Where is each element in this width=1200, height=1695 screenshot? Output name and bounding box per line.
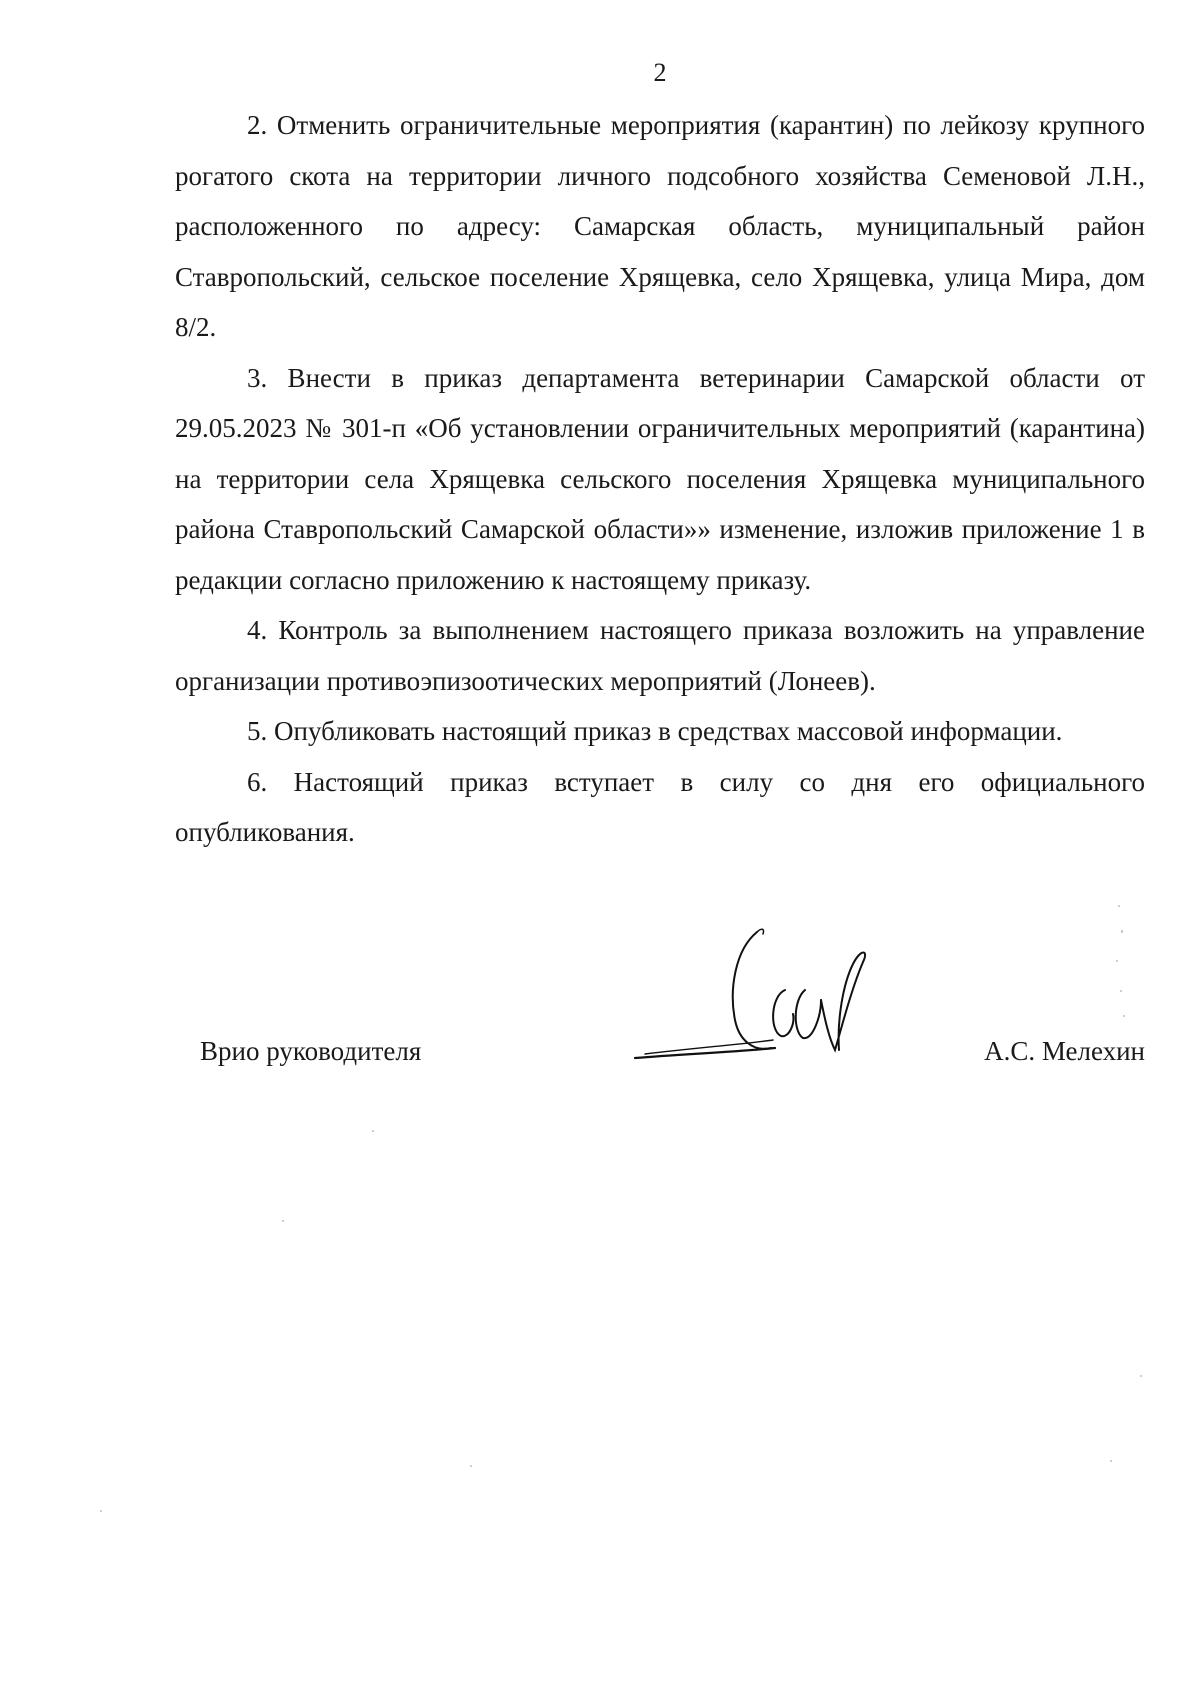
scan-speckle	[1140, 1375, 1142, 1377]
paragraph-item-2: 2. Отменить ограничительные мероприятия (карантин) по лейкозу крупного рогатого скота на территории личного подсобного хозяйства Семеновой Л.Н., расположенного по адресу: Самарская область, муниципальный район Ставропольский, сельское поселение Хрящевка, село Хрящевка, улица Мира, дом 8/2.	[175, 110, 1145, 342]
signature-block	[0, 900, 1200, 1100]
page-number: 2	[653, 58, 667, 87]
paragraph-item-3: 3. Внести в приказ департамента ветеринарии Самарской области от 29.05.2023 № 301-п «Об установлении ограничительных мероприятий (карантина) на территории села Хрящевка сельского поселения Хрящевка муниципального района Ставропольский Самарской области»» изменение, изложив приложение 1 в редакции согласно приложению к настоящему приказу.	[175, 362, 1145, 595]
scan-speckle	[470, 1465, 472, 1467]
scan-speckle	[1116, 960, 1118, 962]
scan-speckle	[1120, 990, 1122, 992]
scan-speckle	[100, 1510, 102, 1512]
paragraph-item-4: 4. Контроль за выполнением настоящего приказа возложить на управление организации противоэпизоотических мероприятий (Лонеев).	[175, 615, 1145, 696]
paragraph-item-5: 5. Опубликовать настоящий приказ в средствах массовой информации.	[247, 716, 1063, 746]
scan-speckle	[282, 1220, 284, 1222]
handwritten-signature-icon	[625, 920, 875, 1070]
scan-speckle	[1123, 1015, 1125, 1017]
scan-speckle	[372, 1130, 374, 1132]
scan-speckle	[1110, 1460, 1112, 1462]
paragraph-item-6: 6. Настоящий приказ вступает в силу со дня его официального опубликования.	[175, 766, 1145, 847]
signatory-name: А.С. Мелехин	[984, 1036, 1145, 1066]
scan-speckle	[1118, 905, 1120, 907]
signatory-position: Врио руководителя	[200, 1036, 422, 1066]
document-body	[175, 100, 1145, 858]
scan-speckle	[1121, 930, 1123, 933]
